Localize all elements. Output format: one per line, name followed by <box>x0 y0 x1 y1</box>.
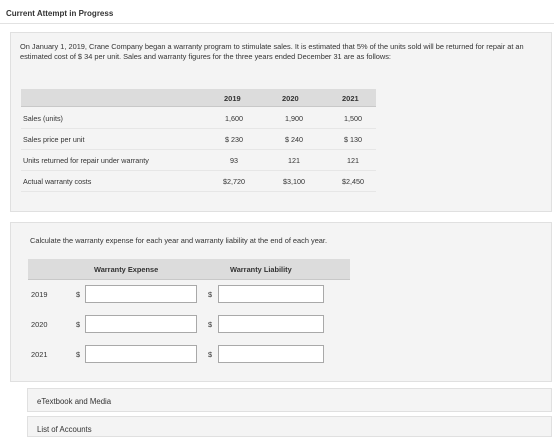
year-header-2020: 2020 <box>282 94 299 103</box>
table-row <box>21 108 376 129</box>
currency-sign: $ <box>76 320 81 329</box>
cell-value: 121 <box>288 156 300 165</box>
year-header-2021: 2021 <box>342 94 359 103</box>
currency-sign: $ <box>76 290 81 299</box>
cell-value: $3,100 <box>283 177 305 186</box>
data-table-header <box>21 89 376 107</box>
table-row <box>21 150 376 171</box>
currency-sign: $ <box>76 350 81 359</box>
column-header-liability: Warranty Liability <box>230 265 292 274</box>
list-of-accounts-button[interactable] <box>27 416 552 437</box>
header-bar <box>0 0 554 24</box>
answer-panel <box>10 222 552 382</box>
list-of-accounts-label: List of Accounts <box>37 425 92 434</box>
currency-sign: $ <box>208 350 213 359</box>
warranty-liability-2020-input[interactable] <box>218 315 324 333</box>
row-year: 2020 <box>31 320 48 329</box>
currency-sign: $ <box>208 290 213 299</box>
instruction-text: Calculate the warranty expense for each year and warranty liability at the end of each year. <box>30 236 328 245</box>
table-row <box>21 171 376 192</box>
etextbook-media-button[interactable] <box>27 388 552 412</box>
answer-table-header <box>28 259 350 280</box>
page-title: Current Attempt in Progress <box>6 9 114 18</box>
problem-intro: On January 1, 2019, Crane Company began a warranty program to stimulate sales. It is estimated that 5% of the units sold will be returned for repair at an estimated cost of $ 34 per unit. Sales and warranty figures for the three years ended December 31 are as follows: <box>20 42 524 61</box>
currency-sign: $ <box>208 320 213 329</box>
cell-value: $2,450 <box>342 177 364 186</box>
cell-value: 93 <box>230 156 238 165</box>
row-label: Sales (units) <box>23 114 63 123</box>
cell-value: $ 240 <box>285 135 303 144</box>
cell-value: 1,500 <box>344 114 362 123</box>
warranty-expense-2020-input[interactable] <box>85 315 197 333</box>
row-label: Units returned for repair under warranty <box>23 156 149 165</box>
warranty-expense-2021-input[interactable] <box>85 345 197 363</box>
table-row <box>21 129 376 150</box>
warranty-liability-2019-input[interactable] <box>218 285 324 303</box>
cell-value: $2,720 <box>223 177 245 186</box>
column-header-expense: Warranty Expense <box>94 265 159 274</box>
cell-value: 1,600 <box>225 114 243 123</box>
cell-value: 121 <box>347 156 359 165</box>
answer-row-2019 <box>28 281 350 311</box>
warranty-liability-2021-input[interactable] <box>218 345 324 363</box>
cell-value: $ 130 <box>344 135 362 144</box>
row-label: Actual warranty costs <box>23 177 92 186</box>
cell-value: $ 230 <box>225 135 243 144</box>
answer-row-2021 <box>28 341 350 371</box>
cell-value: 1,900 <box>285 114 303 123</box>
etextbook-media-label: eTextbook and Media <box>37 397 112 406</box>
answer-row-2020 <box>28 311 350 341</box>
warranty-expense-2019-input[interactable] <box>85 285 197 303</box>
row-label: Sales price per unit <box>23 135 85 144</box>
year-header-2019: 2019 <box>224 94 241 103</box>
row-year: 2021 <box>31 350 48 359</box>
problem-panel <box>10 32 552 212</box>
row-year: 2019 <box>31 290 48 299</box>
